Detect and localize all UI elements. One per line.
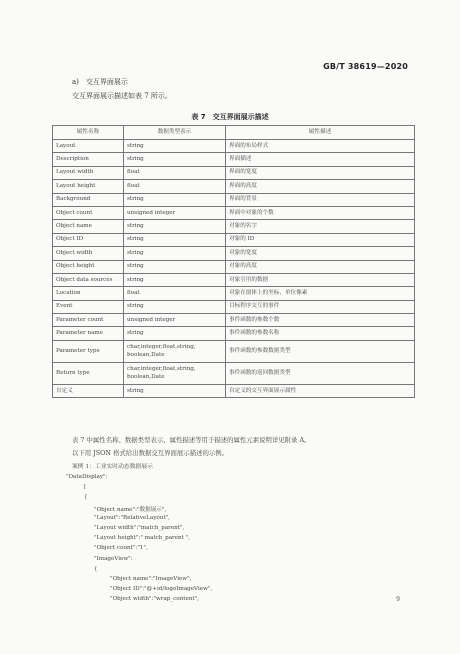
- table-row: [53, 362, 415, 384]
- cell-data-type-line: boolean,Date: [127, 374, 165, 381]
- cell-attr-name: Parameter count: [53, 314, 124, 327]
- cell-data-type: [124, 220, 226, 233]
- cell-attr-name: Location: [53, 287, 124, 300]
- cell-data-type-line: float: [127, 289, 140, 296]
- cell-attr-desc: 界面的布局样式: [226, 140, 415, 153]
- section-intro: 交互界面展示描述如表 7 所示。: [72, 92, 172, 100]
- page-number: 9: [396, 596, 400, 603]
- header-attr-desc: 属性描述: [226, 126, 415, 140]
- cell-attr-desc: 界面的背景: [226, 193, 415, 206]
- cell-attr-name: Object width: [53, 247, 124, 260]
- cell-attr-name: Parameter type: [53, 340, 124, 362]
- cell-data-type: [124, 233, 226, 246]
- header-data-type: 数据类型表示: [124, 126, 226, 140]
- table-row: [53, 180, 415, 193]
- cell-attr-desc: 事件函数的参数数据类型: [226, 340, 415, 362]
- cell-attr-desc: 事件函数的参数名称: [226, 327, 415, 340]
- cell-attr-name: Object count: [53, 206, 124, 219]
- cell-data-type-line: string: [127, 156, 144, 163]
- cell-data-type: [124, 206, 226, 219]
- code-line: {: [84, 494, 88, 501]
- table-row: [53, 247, 415, 260]
- code-line: "Layout height":" match_parent ",: [94, 535, 191, 542]
- cell-data-type: [124, 180, 226, 193]
- table-row: [53, 220, 415, 233]
- cell-attr-name: Object name: [53, 220, 124, 233]
- cell-attr-desc: 对象的宽度: [226, 247, 415, 260]
- table-row: [53, 384, 415, 397]
- cell-data-type-line: string: [127, 263, 144, 270]
- cell-data-type-line: string: [127, 236, 144, 243]
- cell-data-type: [124, 273, 226, 286]
- code-line: "ImageView":: [94, 555, 133, 562]
- code-line: "Object name":"ImageView",: [110, 576, 192, 582]
- table-row: [53, 327, 415, 340]
- cell-attr-name: Object ID: [53, 233, 124, 246]
- cell-attr-name: Background: [53, 193, 124, 206]
- cell-data-type: [124, 260, 226, 273]
- cell-attr-name: Return type: [53, 362, 124, 384]
- cell-attr-name: Object height: [53, 260, 124, 273]
- cell-data-type-line: char,integer,float,string,: [127, 344, 196, 351]
- cell-data-type: [124, 166, 226, 179]
- table-row: [53, 140, 415, 153]
- code-line: "Layout":"RelativeLayout",: [94, 514, 170, 521]
- table-row: [53, 287, 415, 300]
- table-row: [53, 193, 415, 206]
- table-row: [53, 153, 415, 166]
- code-line: [: [84, 484, 87, 491]
- cell-data-type: [124, 193, 226, 206]
- cell-attr-desc: 对象的 ID: [226, 233, 415, 246]
- code-line: "DataDisplay":: [66, 474, 108, 480]
- example-label: 案例 1：工业实时动态数据展示: [72, 464, 153, 470]
- table-row: [53, 273, 415, 286]
- code-line: "Object width":"wrap_content",: [110, 596, 200, 603]
- cell-attr-desc: 对象引用的数据: [226, 273, 415, 286]
- cell-attr-name: Layout: [53, 140, 124, 153]
- cell-data-type-line: char,integer,float,string,: [127, 366, 196, 373]
- cell-attr-desc: 事件函数的参数个数: [226, 314, 415, 327]
- cell-attr-desc: 对象在窗体上的坐标，单位像素: [226, 287, 415, 300]
- cell-attr-desc: 界面描述: [226, 153, 415, 166]
- table-row: [53, 206, 415, 219]
- cell-data-type: [124, 140, 226, 153]
- cell-data-type-line: string: [127, 142, 144, 149]
- cell-attr-name: Parameter name: [53, 327, 124, 340]
- cell-attr-desc: 目标程序交互的事件: [226, 300, 415, 313]
- cell-data-type-line: string: [127, 303, 144, 310]
- cell-attr-desc: 自定义的交互界面展示属性: [226, 384, 415, 397]
- cell-data-type-line: string: [127, 223, 144, 230]
- cell-data-type: [124, 247, 226, 260]
- cell-data-type-line: float: [127, 169, 140, 176]
- cell-data-type-line: string: [127, 330, 144, 337]
- cell-data-type: [124, 314, 226, 327]
- cell-data-type: [124, 327, 226, 340]
- note-line-2: 以下用 JSON 格式给出数据交互界面展示描述的示例。: [72, 449, 229, 457]
- cell-data-type: [124, 340, 226, 362]
- standard-code: GB/T 38619—2020: [323, 62, 408, 71]
- cell-attr-desc: 对象的高度: [226, 260, 415, 273]
- code-line: "Object ID":"@+id/logoImageView",: [110, 586, 213, 593]
- code-line: "Object count":"1",: [94, 545, 148, 552]
- table-row: [53, 233, 415, 246]
- table-header-row: [53, 126, 415, 140]
- table-row: [53, 166, 415, 179]
- cell-attr-desc: 事件函数的返回数据类型: [226, 362, 415, 384]
- cell-attr-name: Object data sources: [53, 273, 124, 286]
- cell-attr-name: 自定义: [53, 384, 124, 397]
- section-heading: a) 交互界面展示: [72, 78, 128, 86]
- attribute-table: [52, 125, 415, 398]
- cell-data-type-line: string: [127, 387, 144, 394]
- table-caption: 表 7 交互界面展示描述: [191, 113, 269, 121]
- table-row: [53, 340, 415, 362]
- cell-attr-name: Event: [53, 300, 124, 313]
- table-row: [53, 314, 415, 327]
- code-line: "Object name":"数据展示",: [94, 506, 167, 513]
- cell-data-type: [124, 384, 226, 397]
- cell-data-type: [124, 300, 226, 313]
- cell-data-type-line: string: [127, 249, 144, 256]
- cell-data-type-line: string: [127, 196, 144, 203]
- cell-data-type: [124, 362, 226, 384]
- cell-attr-desc: 对象的名字: [226, 220, 415, 233]
- cell-data-type: [124, 287, 226, 300]
- cell-attr-name: Description: [53, 153, 124, 166]
- cell-attr-desc: 界面的宽度: [226, 166, 415, 179]
- table-row: [53, 300, 415, 313]
- cell-data-type-line: string: [127, 276, 144, 283]
- cell-data-type-line: float: [127, 182, 140, 189]
- note-line-1: 表 7 中属性名称、数据类型表示、属性描述等用于描述的属性元素说明详见附录 A。: [72, 436, 311, 444]
- cell-attr-desc: 界面中对象的个数: [226, 206, 415, 219]
- cell-data-type-line: boolean,Date: [127, 352, 165, 359]
- header-attr-name: 属性名称: [53, 126, 124, 140]
- table-row: [53, 260, 415, 273]
- cell-data-type-line: unsigned integer: [127, 209, 176, 216]
- cell-attr-name: Layout height: [53, 180, 124, 193]
- code-line: "Layout width":"match_parent",: [94, 525, 185, 531]
- cell-data-type-line: unsigned integer: [127, 316, 176, 323]
- cell-attr-desc: 界面的高度: [226, 180, 415, 193]
- code-line: {: [94, 565, 98, 572]
- cell-data-type: [124, 153, 226, 166]
- cell-attr-name: Layout width: [53, 166, 124, 179]
